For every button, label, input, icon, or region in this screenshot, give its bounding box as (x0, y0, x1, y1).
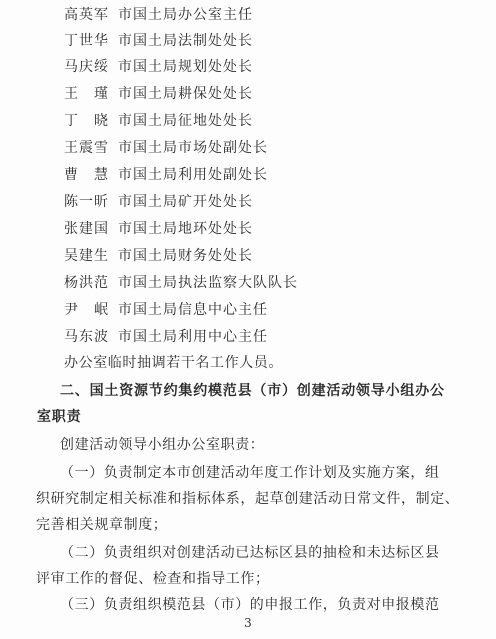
member-title: 市国土局地环处处长 (118, 221, 253, 237)
member-name: 高英军 (64, 7, 109, 23)
member-name: 尹 岷 (64, 302, 109, 318)
member-name: 马东波 (64, 329, 109, 345)
member-name: 吴建生 (64, 248, 109, 264)
member-title: 市国土局市场处副处长 (118, 140, 268, 156)
member-title: 市国土局办公室主任 (118, 7, 253, 23)
member-name: 张建国 (64, 221, 109, 237)
member-title: 市国土局信息中心主任 (118, 302, 268, 318)
member-title: 市国土局征地处处长 (118, 113, 253, 129)
member-name: 丁世华 (64, 33, 109, 49)
member-name: 王 瑾 (64, 86, 109, 102)
duty-item-1-line3: 完善相关规章制度； (36, 517, 168, 533)
duty-item-3-line1: （三）负责组织模范县（市）的申报工作，负责对申报模范 (60, 597, 440, 613)
duty-item-2-line1: （二）负责组织对创建活动已达标区县的抽检和未达标区县 (60, 545, 440, 561)
member-name: 陈一昕 (64, 194, 109, 210)
page-number: 3 (244, 616, 252, 630)
member-title: 市国土局利用处副处长 (118, 167, 268, 183)
duties-intro: 创建活动领导小组办公室职责： (60, 437, 265, 453)
section-heading-line2: 室职责 (37, 409, 82, 425)
member-name: 曹 慧 (64, 167, 109, 183)
member-title: 市国土局执法监察大队队长 (118, 275, 298, 291)
member-title: 市国土局耕保处处长 (118, 86, 253, 102)
section-heading-line1: 二、国土资源节约集约模范县（市）创建活动领导小组办公 (60, 383, 445, 399)
member-title: 市国土局利用中心主任 (118, 329, 268, 345)
member-name: 王震雪 (64, 140, 109, 156)
office-staff-note: 办公室临时抽调若干名工作人员。 (64, 355, 283, 371)
member-title: 市国土局财务处处长 (118, 248, 253, 264)
duty-item-1-line1: （一）负责制定本市创建活动年度工作计划及实施方案，组 (60, 465, 440, 481)
member-title: 市国土局规划处处长 (118, 59, 253, 75)
member-title: 市国土局法制处处长 (118, 33, 253, 49)
duty-item-1-line2: 织研究制定相关标准和指标体系，起草创建活动日常文件，制定、 (36, 491, 460, 507)
member-name: 杨洪范 (64, 275, 109, 291)
member-name: 丁 晓 (64, 113, 109, 129)
duty-item-2-line2: 评审工作的督促、检查和指导工作； (36, 571, 270, 587)
member-name: 马庆绥 (64, 59, 109, 75)
member-title: 市国土局矿开处处长 (118, 194, 253, 210)
